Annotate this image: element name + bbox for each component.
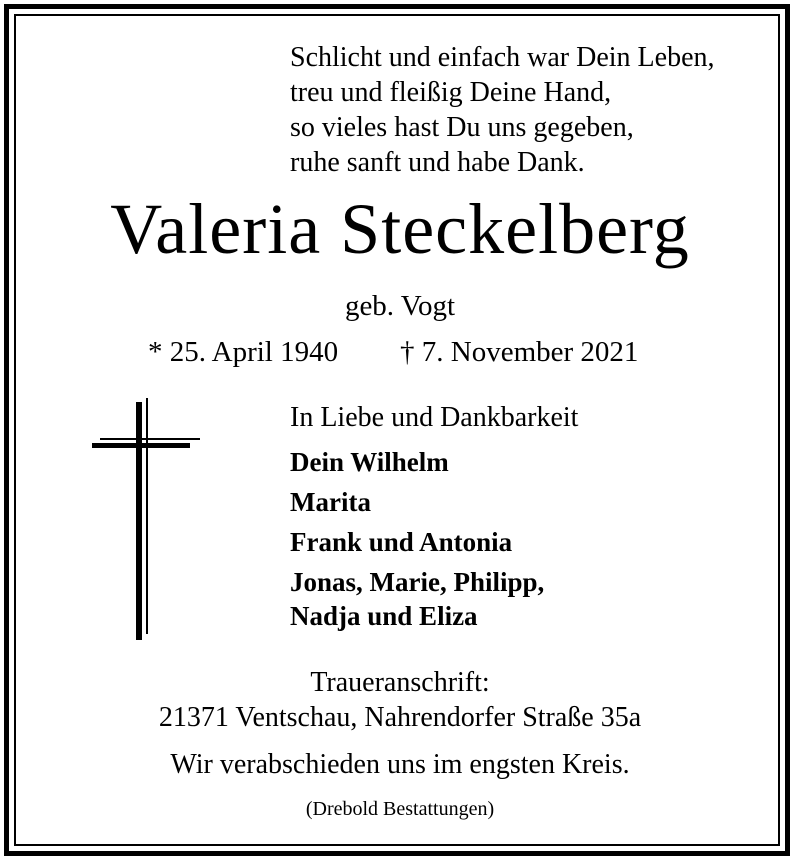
mourner-name: Marita [290, 487, 371, 517]
birth-date: * 25. April 1940 [148, 336, 339, 368]
cross-icon [90, 396, 205, 641]
poem [290, 40, 715, 180]
death-date: † 7. November 2021 [400, 336, 639, 368]
mourner-name: Dein Wilhelm [290, 447, 449, 477]
mourner-name: Jonas, Marie, Philipp, [290, 567, 545, 597]
mourner-name: Nadja und Eliza [290, 601, 478, 631]
poem-line: Schlicht und einfach war Dein Leben, [290, 42, 715, 73]
poem-line: treu und fleißig Deine Hand, [290, 77, 612, 108]
mourners-intro: In Liebe und Dankbarkeit [290, 402, 579, 433]
address-label: Traueranschrift: [310, 667, 490, 698]
birth-name: geb. Vogt [344, 290, 456, 322]
mourning-address [0, 665, 800, 735]
mourners [290, 400, 578, 632]
farewell-note: Wir verabschieden uns im engsten Kreis. [170, 749, 630, 780]
mourner-name: Frank und Antonia [290, 527, 513, 557]
poem-line: so vieles hast Du uns gegeben, [290, 112, 634, 143]
deceased-name: Valeria Steckelberg [110, 189, 690, 269]
undertaker: (Drebold Bestattungen) [305, 798, 495, 820]
address-line: 21371 Ventschau, Nahrendorfer Straße 35a [158, 702, 642, 733]
poem-line: ruhe sanft und habe Dank. [290, 147, 585, 178]
